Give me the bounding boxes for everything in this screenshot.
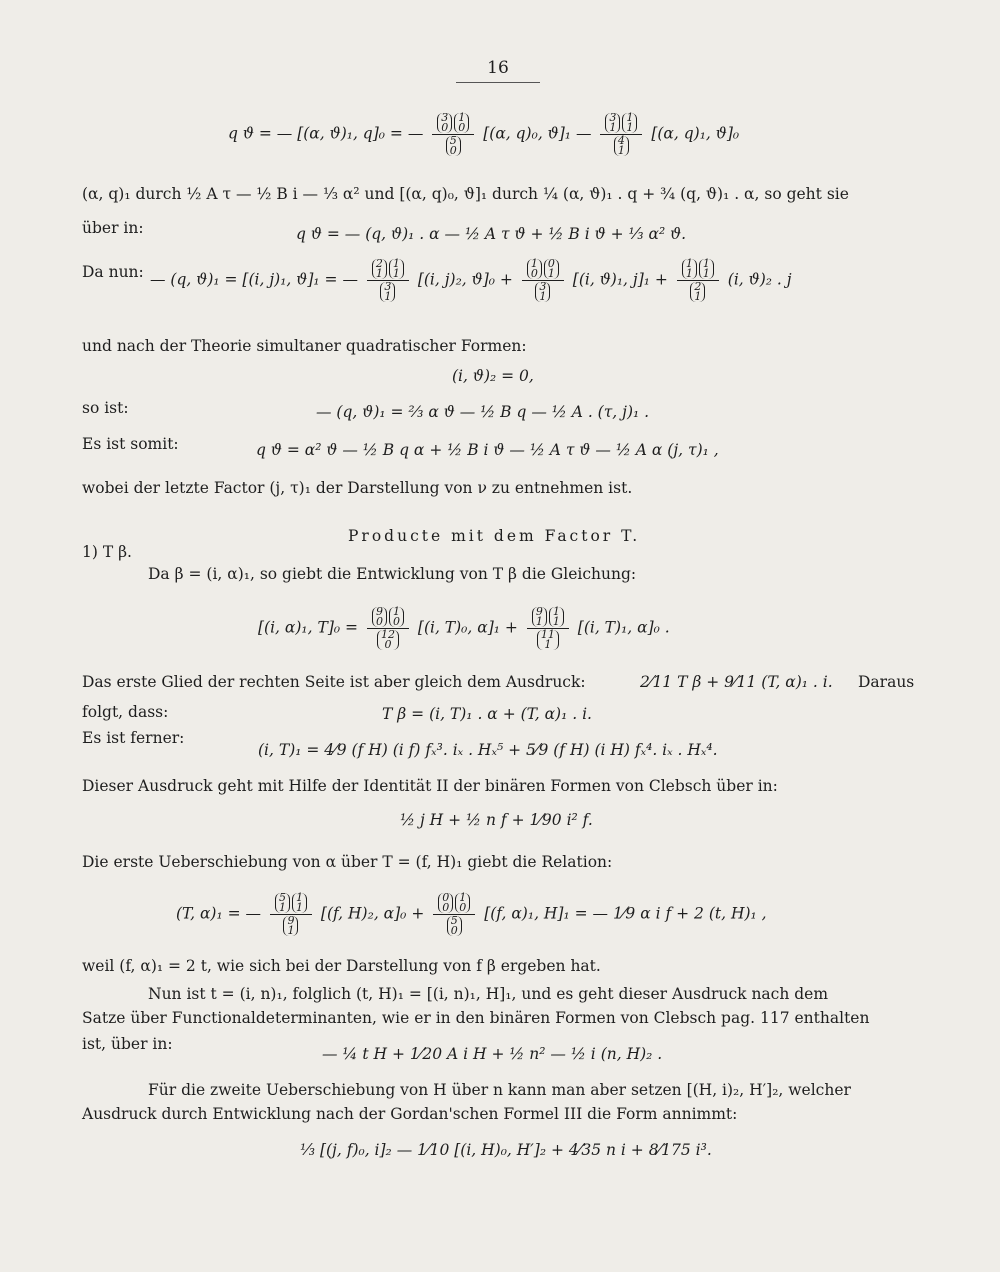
text-line-19: Für die zweite Ueberschiebung von H über n kann man aber setzen [(H, i)₂, H′]₂, welcher xyxy=(148,1081,851,1099)
label-so-ist: so ist: xyxy=(82,399,129,417)
text-line-17: Satze über Functionaldeterminanten, wie er in den binären Formen von Clebsch pag. 117 enthalten xyxy=(82,1009,870,1027)
equation-15: — ¼ t H + 1⁄20 A i H + ½ n² — ½ i (n, H)₂ . xyxy=(322,1045,663,1063)
label-da-nun: Da nun: xyxy=(82,263,144,281)
equation-4: — (q, ϑ)₁ = [(i, j)₁, ϑ]₁ = — 2 1 1 1 3 1 [(i, j)₂, ϑ]₀ + 1 0 0 1 3 1 [(i, ϑ)₁, j]₁ + 1 1 1 1 2 1 (i, ϑ)₂ . j xyxy=(150,257,792,303)
eq9-frac-2: 9 1 1 1 11 1 xyxy=(527,606,569,651)
eq14-frac-2: 0 0 1 0 5 0 xyxy=(433,892,475,937)
text-line-5: und nach der Theorie simultaner quadratischer Formen: xyxy=(82,337,527,355)
text-line-13: Dieser Ausdruck geht mit Hilfe der Identität II der binären Formen von Clebsch über in: xyxy=(82,777,778,795)
eq1-end: [(α, q)₁, ϑ]₀ xyxy=(651,124,740,143)
label-es-ist-somit: Es ist somit: xyxy=(82,435,179,453)
equation-6: (i, ϑ)₂ = 0, xyxy=(452,367,534,385)
equation-11: T β = (i, T)₁ . α + (T, α)₁ . i. xyxy=(382,705,592,723)
page-number: 16 xyxy=(456,58,540,83)
equation-13: ½ j H + ½ n f + 1⁄90 i² f. xyxy=(400,811,593,829)
text-daraus: Daraus xyxy=(858,673,915,691)
text-line-15: weil (f, α)₁ = 2 t, wie sich bei der Darstellung von f β ergeben hat. xyxy=(82,957,601,975)
equation-12: (i, T)₁ = 4⁄9 (f H) (i f) fₓ³. iₓ . Hₓ⁵ + 5⁄9 (f H) (i H) fₓ⁴. iₓ . Hₓ⁴. xyxy=(258,741,718,759)
eq1-frac-1: 3 0 1 0 5 0 xyxy=(432,112,474,157)
equation-8: q ϑ = α² ϑ — ½ B q α + ½ B i ϑ — ½ A τ ϑ — ½ A α (j, τ)₁ , xyxy=(256,441,719,459)
text-line-9: Da β = (i, α)₁, so giebt die Entwicklung von T β die Gleichung: xyxy=(148,565,637,583)
label-ist-ueber-in: ist, über in: xyxy=(82,1035,173,1053)
equation-10: 2⁄11 T β + 9⁄11 (T, α)₁ . i. xyxy=(640,673,833,691)
text-line-2: (α, q)₁ durch ½ A τ — ½ B i — ⅓ α² und [(α, q)₀, ϑ]₁ durch ¼ (α, ϑ)₁ . q + ¾ (q, ϑ)₁ . α, so geht sie xyxy=(82,185,849,203)
label-folgt-dass: folgt, dass: xyxy=(82,703,169,721)
section-heading: Producte mit dem Factor T. xyxy=(348,527,641,545)
eq4-frac-1: 2 1 1 1 3 1 xyxy=(367,258,409,303)
eq9-frac-1: 9 0 1 0 12 0 xyxy=(367,606,409,651)
text-line-16: Nun ist t = (i, n)₁, folglich (t, H)₁ = [(i, n)₁, H]₁, und es geht dieser Ausdruck nach dem xyxy=(148,985,829,1003)
text-line-10: Das erste Glied der rechten Seite ist aber gleich dem Ausdruck: xyxy=(82,673,586,691)
label-ueber-in: über in: xyxy=(82,219,144,237)
equation-9: [(i, α)₁, T]₀ = 9 0 1 0 12 0 [(i, T)₀, α]₁ + 9 1 1 1 11 1 [(i, T)₁, α]₀ . xyxy=(258,605,670,651)
label-es-ist-ferner: Es ist ferner: xyxy=(82,729,185,747)
eq1-mid: [(α, q)₀, ϑ]₁ — xyxy=(483,124,592,143)
eq1-lhs: q ϑ = — [(α, ϑ)₁, q]₀ = — xyxy=(228,124,424,143)
text-line-14: Die erste Ueberschiebung von α über T = (f, H)₁ giebt die Relation: xyxy=(82,853,613,871)
item-label: 1) T β. xyxy=(82,543,132,561)
text-line-8: wobei der letzte Factor (j, τ)₁ der Darstellung von ν zu entnehmen ist. xyxy=(82,479,633,497)
equation-3: q ϑ = — (q, ϑ)₁ . α — ½ A τ ϑ + ½ B i ϑ + ⅓ α² ϑ. xyxy=(296,225,687,243)
equation-14: (T, α)₁ = — 5 1 1 1 9 1 [(f, H)₂, α]₀ + 0 0 1 0 5 0 [(f, α)₁, H]₁ = — 1⁄9 α i f + 2 (t, H)₁ , xyxy=(176,891,767,937)
equation-7: — (q, ϑ)₁ = ⅔ α ϑ — ½ B q — ½ A . (τ, j)₁ . xyxy=(316,403,650,421)
equation-16: ⅓ [(j, f)₀, i]₂ — 1⁄10 [(i, H)₀, H′]₂ + 4⁄35 n i + 8⁄175 i³. xyxy=(300,1141,712,1159)
eq4-frac-2: 1 0 0 1 3 1 xyxy=(522,258,564,303)
eq1-frac-2: 3 1 1 1 4 1 xyxy=(600,112,642,157)
text-line-20: Ausdruck durch Entwicklung nach der Gordan'schen Formel III die Form annimmt: xyxy=(82,1105,738,1123)
equation-1 xyxy=(228,112,739,157)
eq4-frac-3: 1 1 1 1 2 1 xyxy=(677,258,719,303)
eq14-frac-1: 5 1 1 1 9 1 xyxy=(270,892,312,937)
